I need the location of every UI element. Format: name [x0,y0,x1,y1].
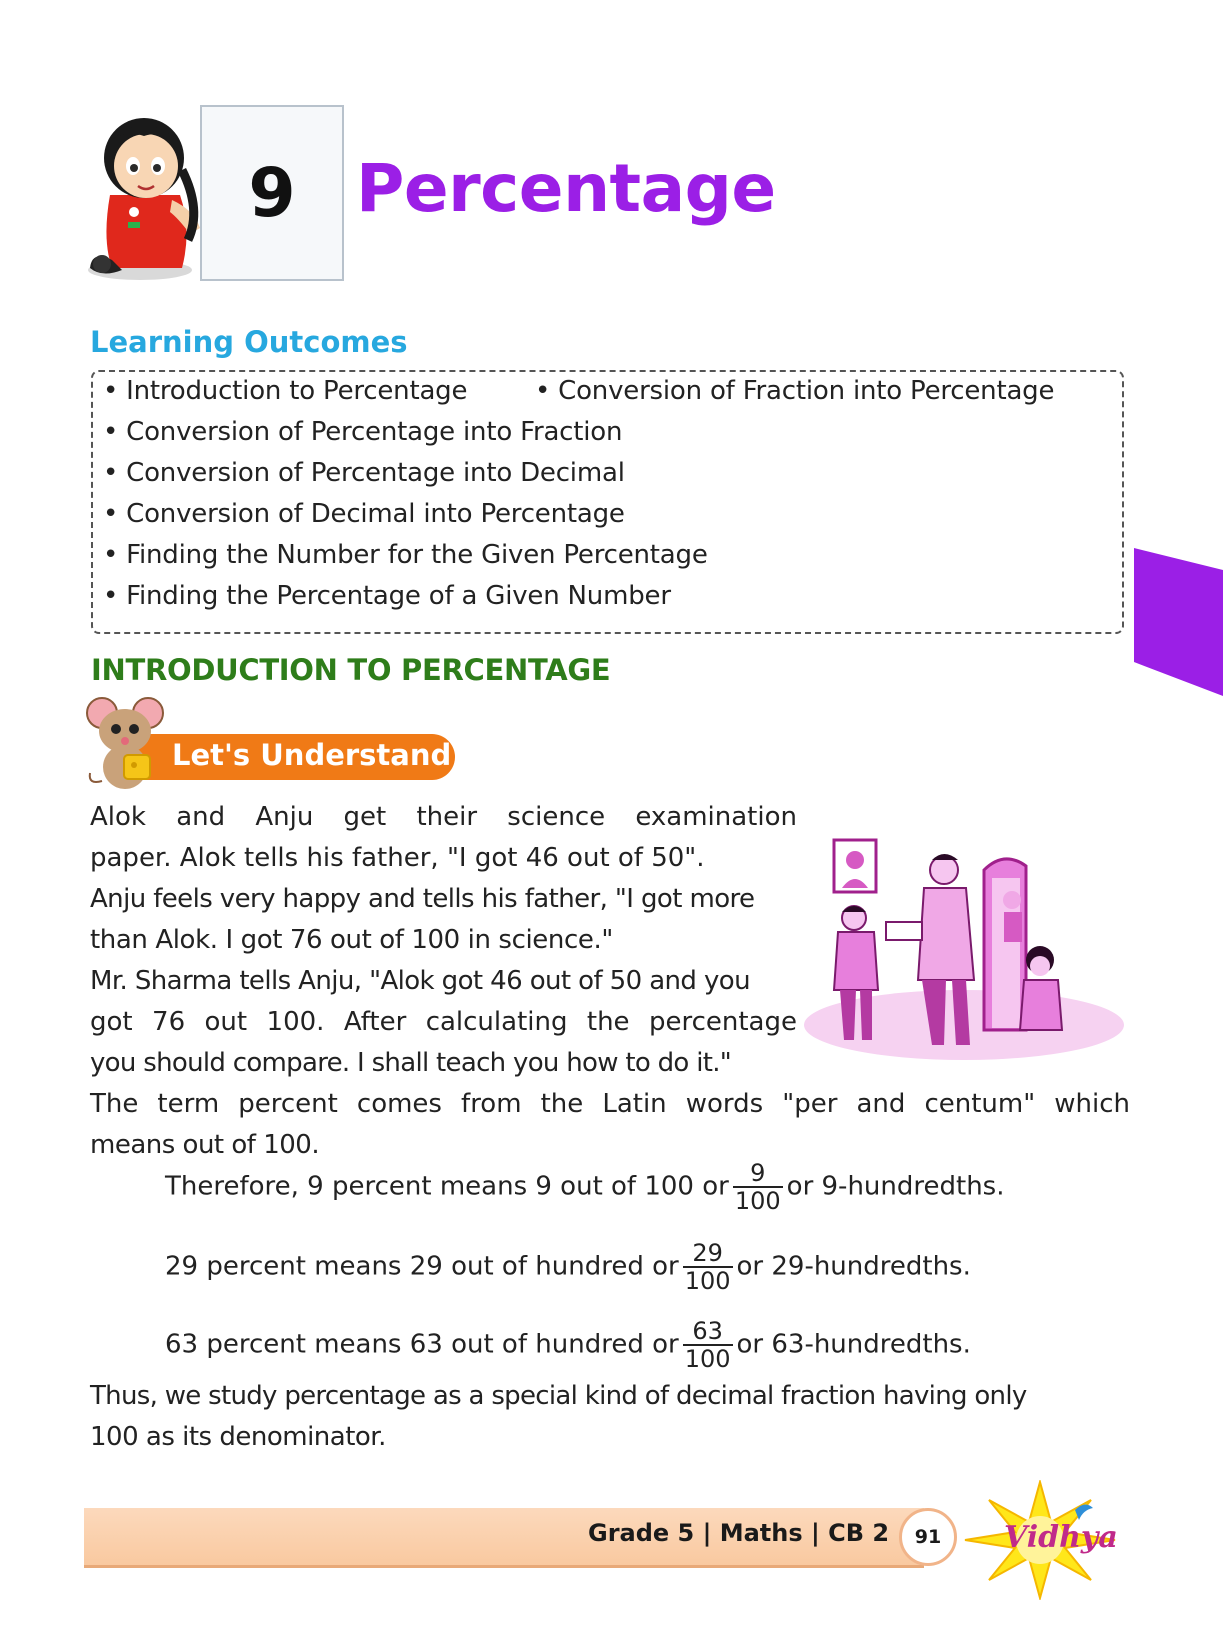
fraction: $\frac{29}{100}$ [684,1239,731,1295]
story-line: than Alok. I got 76 out of 100 in science." [90,925,613,955]
chapter-title: Percentage [356,150,776,227]
conclusion-line: Thus, we study percentage as a special kind of decimal fraction having only [90,1381,1027,1411]
footer-book-info: Grade 5 | Maths | CB 2 [588,1519,890,1547]
learning-outcomes-heading: Learning Outcomes [90,325,408,359]
learning-outcomes-box [91,370,1124,634]
example-line: 29 percent means 29 out of hundred or $\frac{29}{100}$ or 29-hundredths. [165,1239,971,1295]
example-line: 63 percent means 63 out of hundred or $\frac{63}{100}$ or 63-hundredths. [165,1317,971,1373]
outcome-item: • Conversion of Decimal into Percentage [103,499,625,529]
story-line: Anju feels very happy and tells his father, "I got more [90,884,755,914]
example-line: Therefore, 9 percent means 9 out of 100 or $\frac{9}{100}$ or 9-hundredths. [165,1159,1005,1215]
story-line: Alok and Anju get their science examination [90,802,797,832]
page-number: 91 [914,1526,942,1548]
chapter-number-card [200,105,344,281]
outcome-item: • Conversion of Fraction into Percentage [535,376,1055,406]
story-line: got 76 out 100. After calculating the percentage [90,1007,797,1037]
latin-origin-line: The term percent comes from the Latin words "per and centum" which [90,1089,1130,1119]
mouse-mascot-icon [84,693,172,793]
fraction: $\frac{63}{100}$ [684,1317,731,1373]
fraction: $\frac{9}{100}$ [734,1159,781,1215]
outcome-item: • Introduction to Percentage [103,376,468,406]
section-heading: INTRODUCTION TO PERCENTAGE [91,653,611,687]
vidhya-logo-text: Vidhya [1004,1520,1118,1555]
outcome-item: • Finding the Percentage of a Given Number [103,581,671,611]
page-number-badge [899,1508,957,1566]
chapter-number: 9 [248,153,296,233]
latin-origin-line: means out of 100. [90,1130,320,1160]
side-tab [1134,548,1223,696]
family-illustration [804,830,1126,1060]
outcome-item: • Conversion of Percentage into Fraction [103,417,623,447]
outcome-item: • Finding the Number for the Given Percentage [103,540,708,570]
story-line: you should compare. I shall teach you how to do it." [90,1048,732,1078]
conclusion-line: 100 as its denominator. [90,1422,386,1452]
lets-understand-label: Let's Understand [172,738,452,772]
story-line: paper. Alok tells his father, "I got 46 out of 50". [90,843,705,873]
story-line: Mr. Sharma tells Anju, "Alok got 46 out of 50 and you [90,966,750,996]
outcome-item: • Conversion of Percentage into Decimal [103,458,625,488]
